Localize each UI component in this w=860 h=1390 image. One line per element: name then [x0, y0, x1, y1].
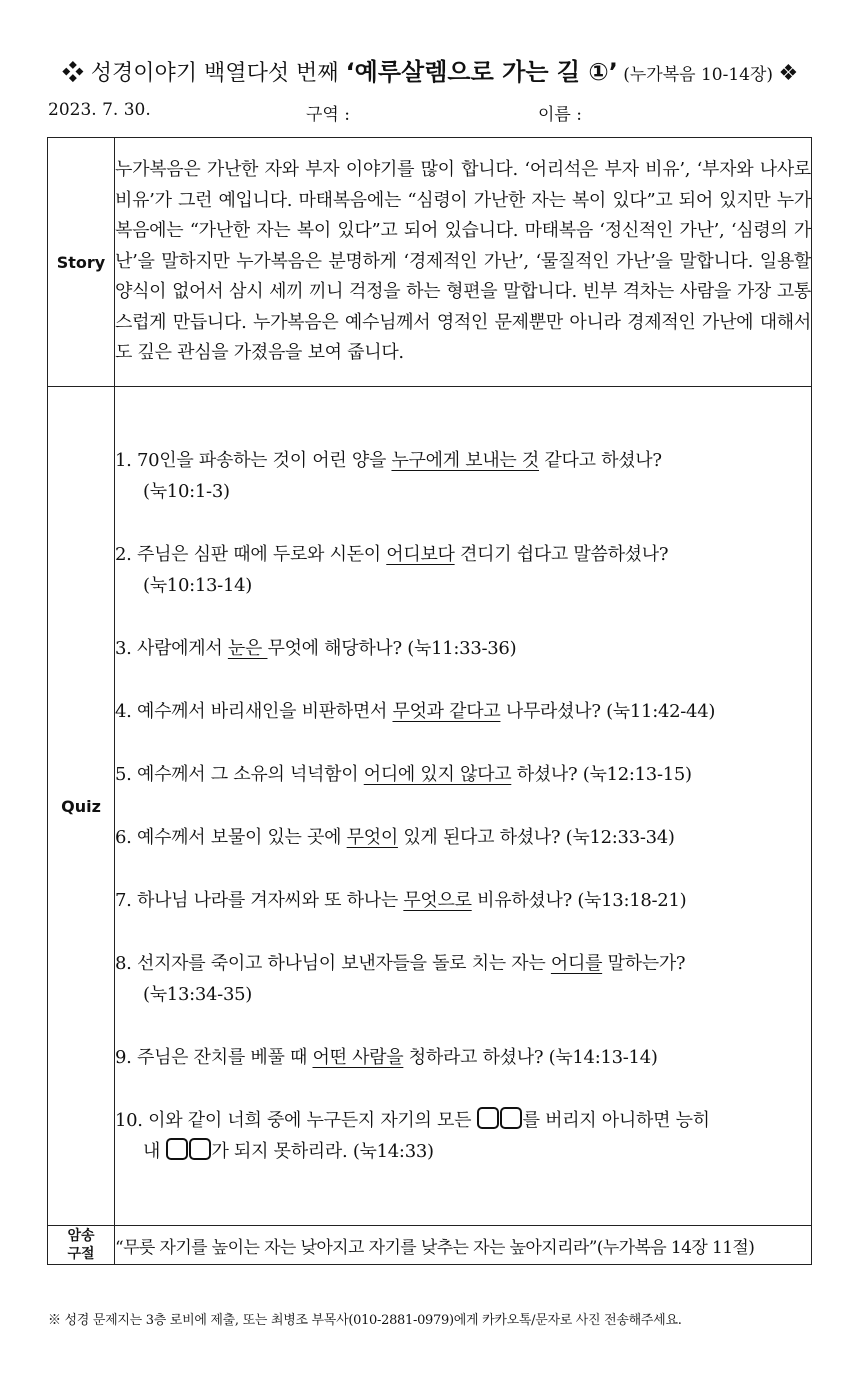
- question-underline: 어디를: [550, 953, 603, 974]
- question-text: 예수께서 그 소유의 넉넉함이: [131, 764, 364, 785]
- quiz-question-9: [115, 1042, 811, 1073]
- title-suffix: ❖: [778, 61, 799, 86]
- blank-box: [500, 1107, 522, 1129]
- quiz-label: Quiz: [48, 387, 115, 1226]
- quiz-question-2: [115, 539, 811, 601]
- title-reference: (누가복음 10-14장): [617, 65, 779, 85]
- story-row: [48, 138, 812, 387]
- question-text: 예수께서 보물이 있는 곳에: [131, 827, 347, 848]
- quiz-question-5: [115, 759, 811, 790]
- worksheet-table: [47, 137, 812, 1265]
- footnote: ※ 성경 문제지는 3층 로비에 제출, 또는 최병조 부목사(010-2881-0979)에게 카카오톡/문자로 사진 전송해주세요.: [48, 1313, 682, 1328]
- question-text: 70인을 파송하는 것이 어린 양을: [131, 450, 392, 471]
- quiz-list: [115, 445, 811, 1167]
- question-text: 말하는가?: [602, 953, 686, 974]
- question-text: 비유하셨나? (눅13:18-21): [471, 890, 687, 911]
- name-label: 이름 :: [538, 105, 582, 125]
- question-text: 내: [143, 1141, 166, 1162]
- question-underline: 어디에 있지 않다고: [363, 764, 512, 785]
- question-underline: 누구에게 보내는 것: [391, 450, 540, 471]
- question-text: 사람에게서: [131, 638, 228, 659]
- question-number: 10.: [115, 1110, 143, 1131]
- question-underline: 무엇으로: [403, 890, 472, 911]
- quiz-row: [48, 387, 812, 1226]
- story-text: 누가복음은 가난한 자와 부자 이야기를 많이 합니다. ‘어리석은 부자 비유’, ‘부자와 나사로 비유’가 그런 예입니다. 마태복음에는 “심령이 가난한 자는 복이 있다”고 되어 있지만 누가복음에는 “가난한 자는 복이 있다”고 되어 있습니다. 마태복음 ‘정신적인 가난’, ‘심령의 가난’을 말하지만 누가복음은 분명하게 ‘경제적인 가난’, ‘물질적인 가난’을 말합니다. 일용할 양식이 없어서 삼시 세끼 끼니 걱정을 하는 형편을 말합니다. 빈부 격차는 사람을 가장 고통스럽게 만듭니다. 누가복음은 예수님께서 영적인 문제뿐만 아니라 경제적인 가난에 대해서도 깊은 관심을 가졌음을 보여 줍니다.: [115, 138, 812, 387]
- question-number: 4.: [115, 701, 132, 722]
- blank-box: [477, 1107, 499, 1129]
- question-number: 2.: [115, 544, 132, 565]
- question-number: 7.: [115, 890, 132, 911]
- question-number: 6.: [115, 827, 132, 848]
- quiz-question-3: [115, 633, 811, 664]
- question-number: 9.: [115, 1047, 132, 1068]
- question-text: 견디기 쉽다고 말씀하셨나?: [454, 544, 669, 565]
- title-prefix: ❖ 성경이야기 백열다섯 번째: [61, 61, 346, 86]
- question-number: 8.: [115, 953, 132, 974]
- blank-box: [189, 1138, 211, 1160]
- question-underline: 어디보다: [386, 544, 455, 565]
- question-reference: (눅10:1-3): [143, 481, 230, 502]
- question-text: 하나님 나라를 겨자씨와 또 하나는: [131, 890, 404, 911]
- quiz-question-7: [115, 885, 811, 916]
- question-number: 5.: [115, 764, 132, 785]
- question-text: 나무라셨나? (눅11:42-44): [500, 701, 716, 722]
- question-continuation: [115, 1136, 811, 1167]
- blank-box: [166, 1138, 188, 1160]
- question-underline: 무엇이: [346, 827, 398, 848]
- document-title: [0, 52, 860, 87]
- question-text: 같다고 하셨나?: [539, 450, 662, 471]
- question-text: 무엇에 해당하나? (눅11:33-36): [267, 638, 517, 659]
- quiz-question-10: [115, 1105, 811, 1167]
- question-text: 를 버리지 아니하면 능히: [522, 1110, 710, 1131]
- question-underline: 어떤 사람을: [312, 1047, 404, 1068]
- question-reference: (눅13:34-35): [143, 984, 252, 1005]
- question-underline: 무엇과 같다고: [392, 701, 501, 722]
- title-main: ‘예루살렘으로 가는 길 ①’: [345, 58, 618, 86]
- quiz-question-8: [115, 948, 811, 1010]
- question-number: 3.: [115, 638, 132, 659]
- district-label: 구역 :: [306, 105, 350, 125]
- quiz-question-1: [115, 445, 811, 507]
- question-text: 청하라고 하셨나? (눅14:13-14): [403, 1047, 658, 1068]
- question-text: 선지자를 죽이고 하나님이 보낸자들을 돌로 치는 자는: [131, 953, 551, 974]
- question-reference: (눅10:13-14): [143, 575, 252, 596]
- question-underline: 눈은: [227, 638, 268, 659]
- question-text: 예수께서 바리새인을 비판하면서: [131, 701, 393, 722]
- question-text: 주님은 심판 때에 두로와 시돈이: [131, 544, 387, 565]
- question-text: 주님은 잔치를 베풀 때: [131, 1047, 313, 1068]
- question-text: 이와 같이 너희 중에 누구든지 자기의 모든: [142, 1110, 477, 1131]
- question-text: 있게 된다고 하셨나? (눅12:33-34): [397, 827, 675, 848]
- question-number: 1.: [115, 450, 132, 471]
- quiz-question-4: [115, 696, 811, 727]
- date-label: 2023. 7. 30.: [48, 100, 151, 120]
- quiz-question-6: [115, 822, 811, 853]
- quiz-cell: [115, 387, 812, 1226]
- question-text: 가 되지 못하리라. (눅14:33): [211, 1141, 434, 1162]
- verse-label-line-1: 암송: [67, 1228, 95, 1244]
- verse-row: [48, 1226, 812, 1265]
- story-label: Story: [48, 138, 115, 387]
- question-text: 하셨나? (눅12:13-15): [511, 764, 692, 785]
- verse-label: [48, 1226, 115, 1265]
- memory-verse-text: “무릇 자기를 높이는 자는 낮아지고 자기를 낮추는 자는 높아지리라”(누가복음 14장 11절): [115, 1226, 812, 1265]
- verse-label-line-2: 구절: [67, 1246, 95, 1262]
